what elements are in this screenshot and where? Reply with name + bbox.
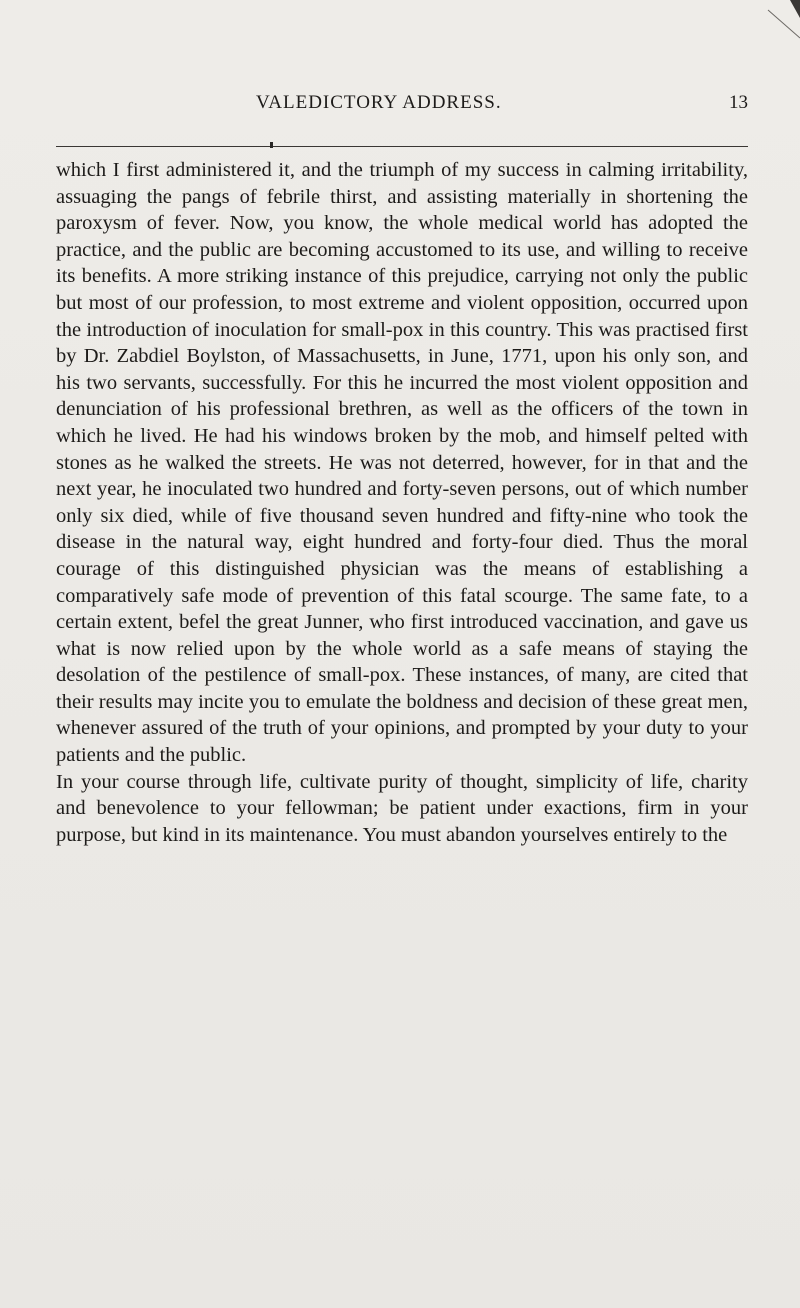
running-title: VALEDICTORY ADDRESS. xyxy=(256,92,502,113)
page-number: 13 xyxy=(729,92,748,113)
paragraph: In your course through life, cultivate purity of thought, simplicity of life, charity and benevolence to your fellowman; be patient under exactions, firm in your purpose, but kind in its maintenance. You must abandon yourselves entirely to the xyxy=(56,770,748,846)
paragraph: which I first administered it, and the triumph of my success in calming irritability, assuaging the pangs of febrile thirst, and assisting materially in shortening the paroxysm of fever. Now, you know, the whole medical world has adopted the practice, and the public are becoming accustomed to its use, and willing to receive its benefits. A more striking instance of this prejudice, carrying not only the public but most of our profession, to most extreme and violent opposition, occurred upon the introduction of inoculation for small-pox in this country. This was practised first by Dr. Zabdiel Boylston, of Massachusetts, in June, 1771, upon his only son, and his two servants, successfully. For this he incurred the most violent opposition and denunciation of his professional brethren, as well as the officers of the town in which he lived. He had his windows broken by the mob, and himself pelted with stones as he walked the streets. He was not deterred, however, for in that and the next year, he inoculated two hundred and forty-seven persons, out of which number only six died, while of five thousand seven hundred and fifty-nine who took the disease in the natural way, eight hundred and forty-four died. Thus the moral courage of this distinguished physician was the means of establishing a comparatively safe mode of prevention of this fatal scourge. The same fate, to a certain extent, befel the great Junner, who first introduced vaccination, and gave us what is now relied upon by the whole world as a safe means of staying the desolation of the pestilence of small-pox. These instances, of many, are cited that their results may incite you to emulate the boldness and decision of these great men, whenever assured of the truth of your opinions, and prompted by your duty to your patients and the public. xyxy=(56,159,748,767)
page-header xyxy=(256,92,748,120)
page-corner-mark xyxy=(760,0,800,40)
header-rule xyxy=(56,146,748,147)
header-rule-mark xyxy=(270,142,273,148)
body-text xyxy=(56,157,748,848)
